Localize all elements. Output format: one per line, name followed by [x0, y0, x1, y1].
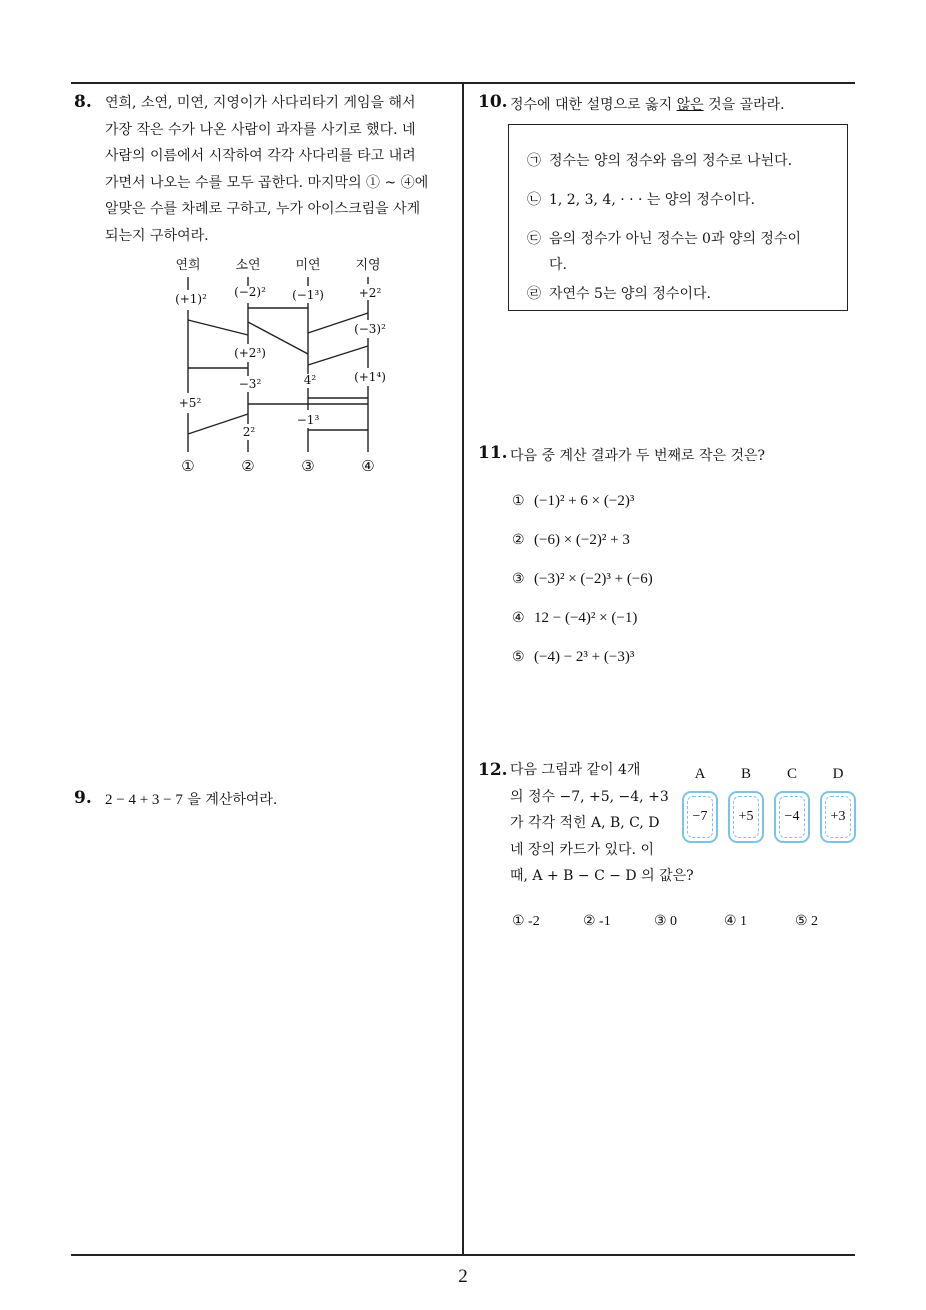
- integer-card: [728, 791, 764, 843]
- page-number: 2: [458, 1266, 468, 1287]
- ladder-label: 2²: [242, 425, 256, 439]
- q8-line: 연희, 소연, 미연, 지영이가 사다리타기 게임을 해서: [105, 95, 416, 111]
- q11-option-expr: (−3)² × (−2)³ + (−6): [534, 571, 653, 587]
- card-value: −4: [779, 796, 805, 838]
- ladder-name: 소연: [235, 258, 261, 273]
- q8-line: 가장 작은 수가 나온 사람이 과자를 사기로 했다. 네: [105, 121, 416, 138]
- ladder-diagram: [160, 250, 400, 480]
- q8-line: 가면서 나오는 수를 모두 곱한다. 마지막의 ① ~ ④에: [105, 174, 429, 191]
- q10-option-text: 정수는 양의 정수와 음의 정수로 나뉜다.: [549, 153, 793, 169]
- ladder-label: (+1)²: [175, 292, 207, 306]
- card-label: C: [786, 766, 797, 782]
- q10-option-mark: ㉣: [527, 286, 541, 302]
- q12-choice: ③ 0: [654, 914, 678, 929]
- q12-line: 의 정수 −7, +5, −4, +3: [510, 788, 669, 805]
- q9-text: [105, 789, 277, 809]
- q12-number: 12.: [478, 760, 508, 780]
- q10-option: [527, 283, 711, 303]
- q8-line: 되는지 구하여라.: [105, 227, 209, 244]
- ladder-name: 연희: [175, 258, 201, 273]
- q11-option: [512, 532, 630, 549]
- ladder-label: −1³: [296, 413, 320, 427]
- q12-line: 네 장의 카드가 있다. 이: [510, 841, 654, 858]
- q11-number: 11.: [478, 443, 508, 463]
- q10-text: [510, 94, 785, 114]
- q9-number: 9.: [74, 788, 92, 808]
- q11-option-expr: (−4) − 2³ + (−3)³: [534, 649, 635, 665]
- ladder-label: −3²: [238, 377, 262, 391]
- q12-text: [510, 757, 694, 890]
- ladder-name: 지영: [355, 258, 381, 273]
- q11-option-expr: 12 − (−4)² × (−1): [534, 610, 638, 626]
- ladder-label: (−2)²: [234, 285, 266, 299]
- q8-line: 사람의 이름에서 시작하여 각각 사다리를 타고 내려: [105, 148, 416, 164]
- q11-option-expr: (−6) × (−2)² + 3: [534, 532, 630, 548]
- q10-option-text: 1, 2, 3, 4, · · · 는 양의 정수이다.: [549, 192, 755, 208]
- q10-option-mark: ㉡: [527, 192, 541, 208]
- q10-option: [527, 150, 792, 170]
- ladder-end-mark: ②: [241, 457, 255, 475]
- q11-option: [512, 571, 653, 588]
- integer-card: [774, 791, 810, 843]
- ladder-end-mark: ③: [301, 457, 315, 475]
- q11-option: [512, 610, 637, 627]
- ladder-label: (+2³): [234, 346, 266, 360]
- card-value: +3: [825, 796, 851, 838]
- ladder-label: (+1⁴): [354, 370, 386, 384]
- q12-line: 다음 그림과 같이 4개: [510, 762, 641, 778]
- ladder-label: +2²: [358, 286, 382, 300]
- q8-number: 8.: [74, 92, 92, 112]
- q12-line: 가 각각 적힌 A, B, C, D: [510, 815, 660, 831]
- q10-option: [527, 228, 801, 248]
- q10-number: 10.: [478, 92, 508, 112]
- q10-option-text: 음의 정수가 아닌 정수는 0과 양의 정수이: [549, 231, 801, 247]
- q8-line: 알맞은 수를 차례로 구하고, 누가 아이스크림을 사게: [105, 201, 421, 217]
- ladder-label: (−3)²: [354, 322, 386, 336]
- q9-expression: 2 − 4 + 3 − 7: [105, 792, 183, 808]
- q11-option-mark: ③: [512, 571, 525, 587]
- q10-option-mark: ㉠: [527, 153, 541, 169]
- q8-text: [105, 90, 428, 249]
- q11-text: 다음 중 계산 결과가 두 번째로 작은 것은?: [510, 448, 766, 464]
- card-value: −7: [687, 796, 713, 838]
- q10-text-before: 정수에 대한 설명으로 옳지: [510, 97, 677, 113]
- ladder-label: 4²: [303, 373, 317, 387]
- q11-option: [512, 493, 634, 510]
- card-value: +5: [733, 796, 759, 838]
- q10-option-text: 자연수 5는 양의 정수이다.: [549, 286, 711, 302]
- q12-choice: ④ 1: [724, 914, 748, 929]
- q11-option-mark: ⑤: [512, 649, 525, 665]
- q10-option: [527, 189, 755, 209]
- q11-option-mark: ④: [512, 610, 525, 626]
- q11-option-mark: ②: [512, 532, 525, 548]
- q11-option-expr: (−1)² + 6 × (−2)³: [534, 493, 635, 509]
- ladder-name: 미연: [295, 258, 321, 273]
- ladder-label: +5²: [178, 396, 202, 410]
- q12-choice: ② -1: [583, 914, 611, 929]
- q10-option-continuation: 다.: [549, 257, 567, 273]
- ladder-label: (−1³): [292, 288, 324, 302]
- bottom-rule: [71, 1254, 855, 1256]
- column-divider: [462, 82, 464, 1256]
- card-label: B: [740, 766, 751, 782]
- q10-text-after: 것을 골라라.: [703, 97, 785, 113]
- q10-text-underlined: 않은: [676, 97, 704, 113]
- q12-line: 때, A + B − C − D 의 값은?: [510, 868, 694, 884]
- card-label: A: [694, 766, 706, 782]
- q9-instruction: 을 계산하여라.: [182, 792, 278, 808]
- q11-option-mark: ①: [512, 493, 525, 509]
- integer-card: [682, 791, 718, 843]
- q10-option-mark: ㉢: [527, 231, 541, 247]
- ladder-end-mark: ①: [181, 457, 195, 475]
- integer-card: [820, 791, 856, 843]
- q12-choice: ① -2: [512, 914, 540, 929]
- ladder-end-mark: ④: [361, 457, 375, 475]
- q11-option: [512, 649, 634, 666]
- q12-choice: ⑤ 2: [795, 914, 819, 929]
- card-label: D: [832, 766, 844, 782]
